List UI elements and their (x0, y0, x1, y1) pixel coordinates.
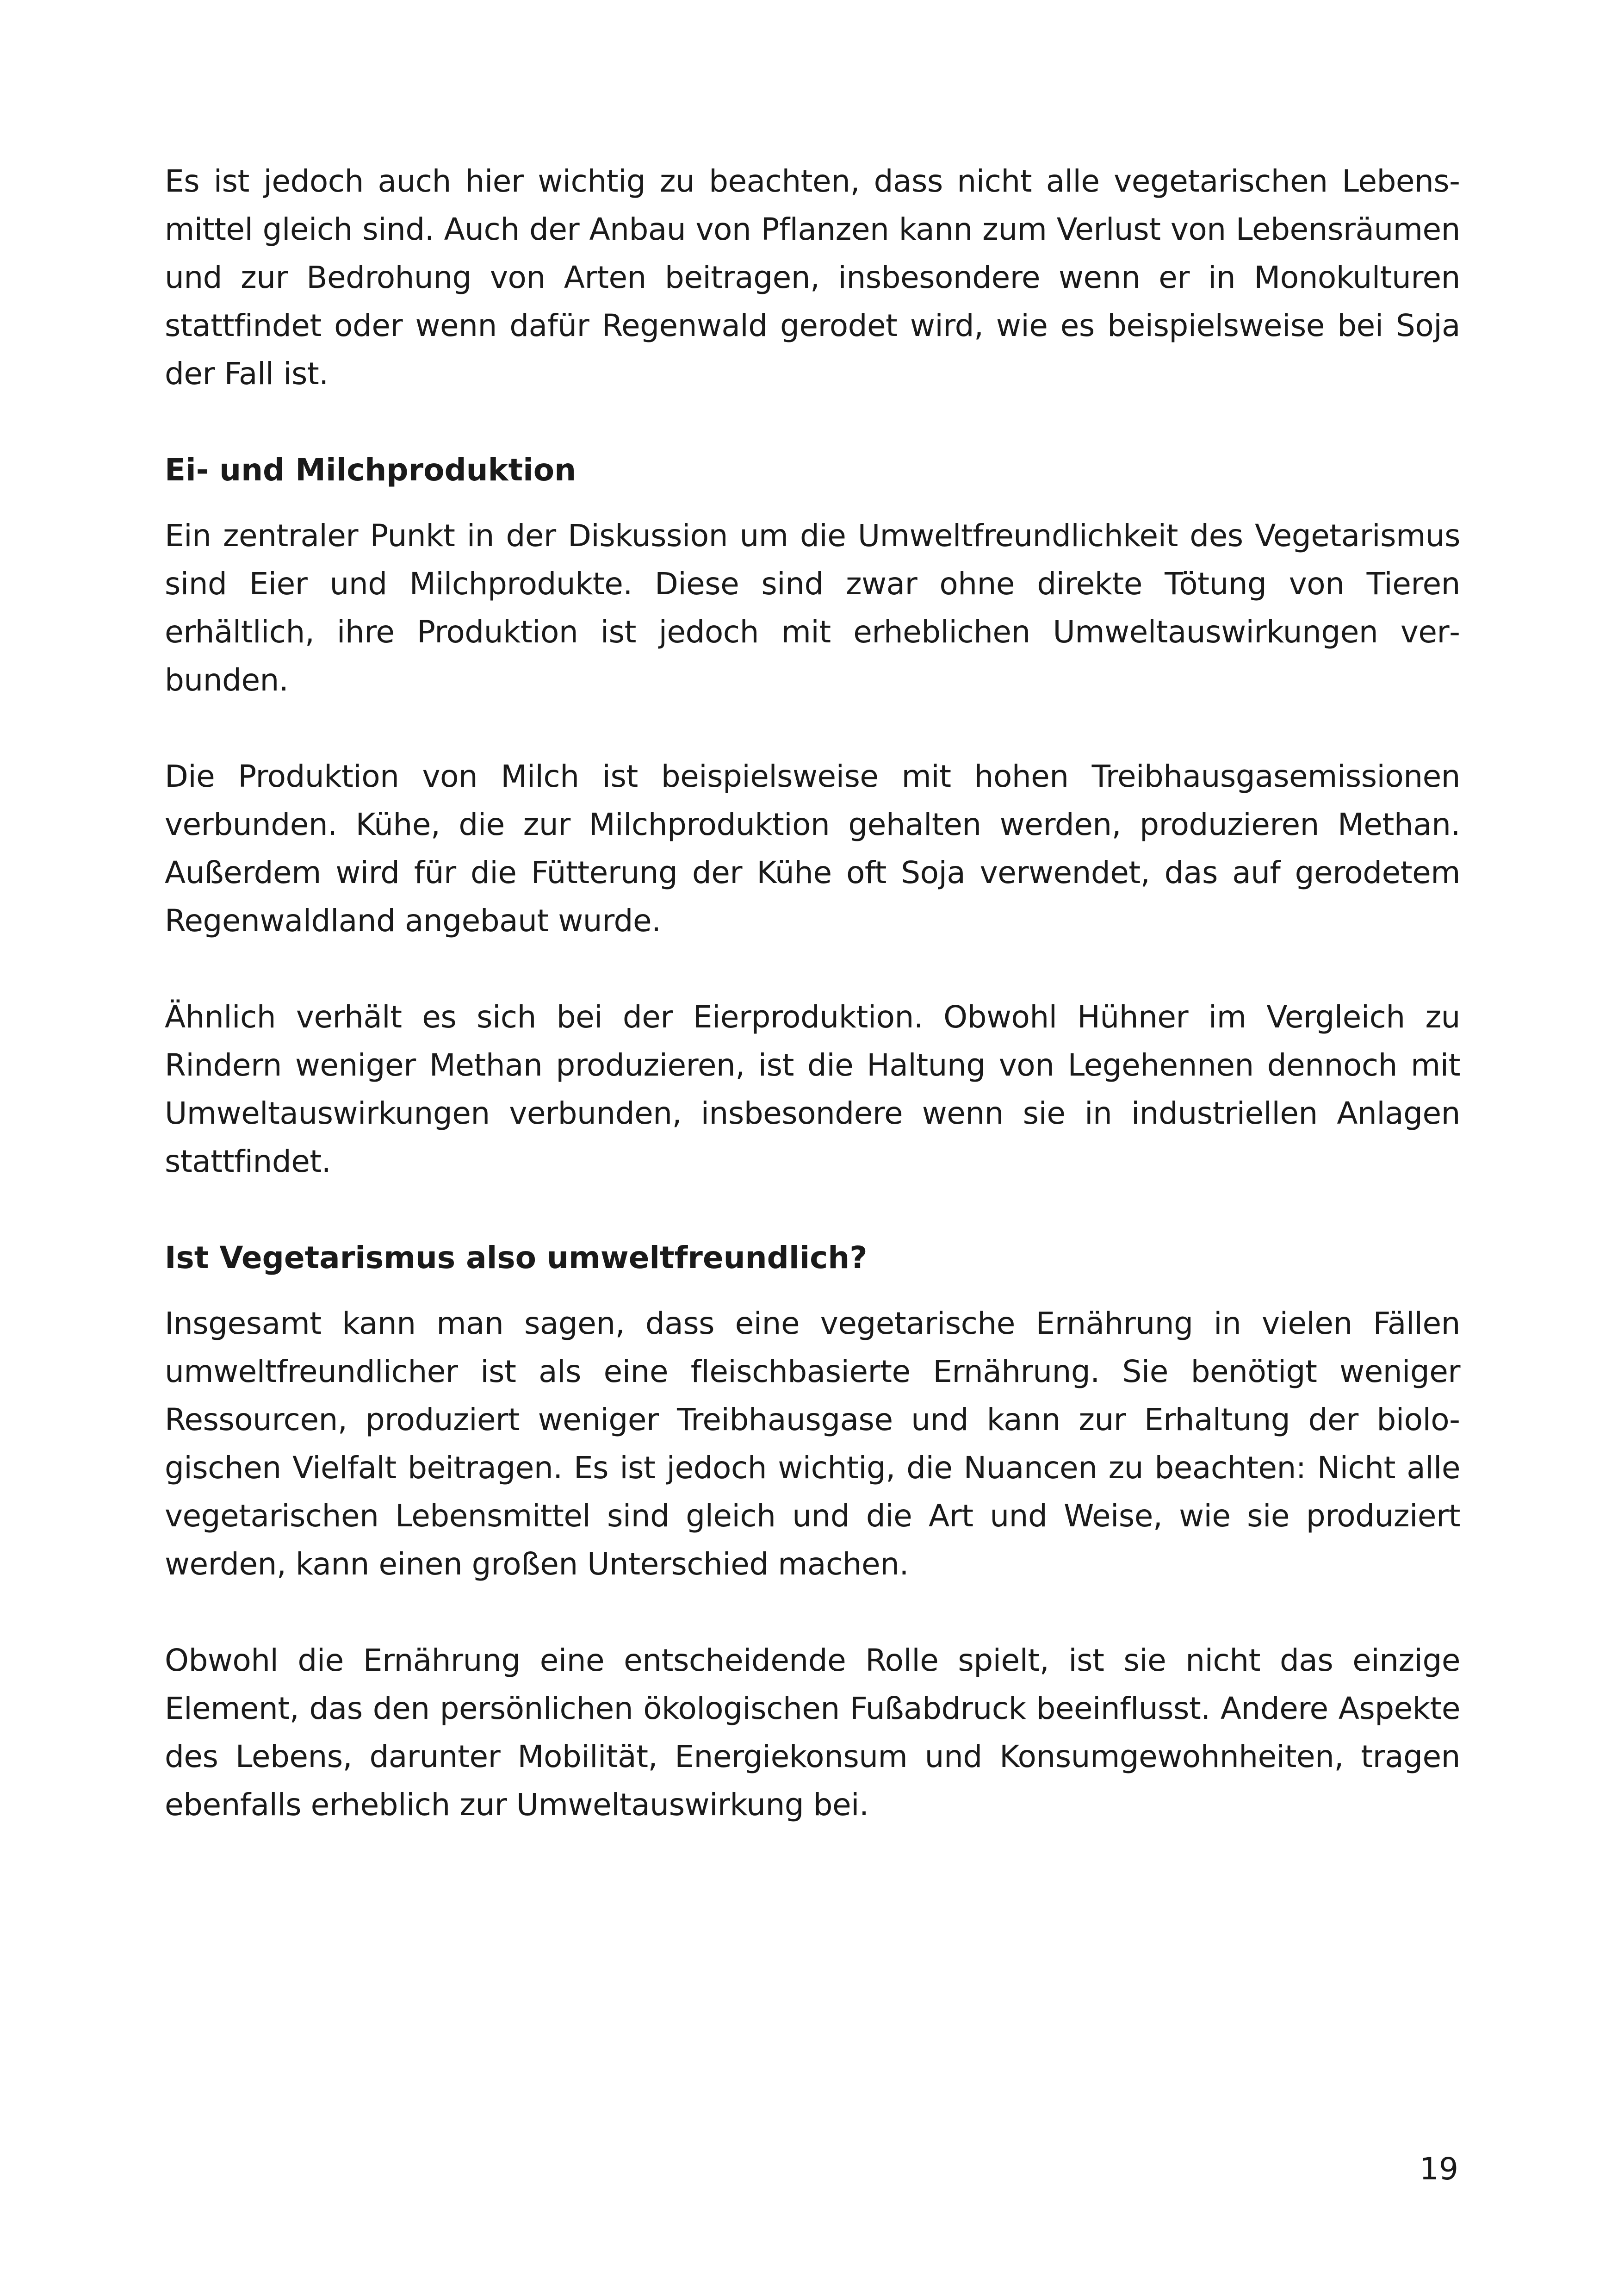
paragraph-milk-production: Die Produktion von Milch ist beispielsweise mit hohen Treibhausgasemissionen verbunden. Kühe, die zur Milchproduktion gehalten werden, produzieren Methan. Außerdem wird für die Fütterung der Kühe oft Soja verwendet, das auf gerodetem Regenwaldland angebaut wurde. (165, 759, 1460, 939)
heading-egg-and-milk-production: Ei- und Milchproduktion (165, 452, 577, 488)
paragraph-conclusion-summary: Insgesamt kann man sagen, dass eine vegetarische Ernährung in vielen Fällen umweltfreundlicher ist als eine fleischbasierte Ernährung. Sie benötigt weniger Ressourcen, produziert weniger Treibhausgase und kann zur Erhaltung der biologischen Vielfalt beitragen. Es ist jedoch wichtig, die Nuancen zu beachten: Nicht alle vegetarischen Lebensmittel sind gleich und die Art und Weise, wie sie produziert werden, kann einen großen Unterschied machen. (165, 1306, 1460, 1582)
paragraph-intro: Es ist jedoch auch hier wichtig zu beachten, dass nicht alle vegetarischen Lebensmittel gleich sind. Auch der Anbau von Pflanzen kann zum Verlust von Lebensräumen und zur Bedrohung von Arten beitragen, insbesondere wenn er in Monokulturen stattfindet oder wenn dafür Regenwald gerodet wird, wie es beispielsweise bei Soja der Fall ist. (165, 163, 1460, 392)
paragraph-egg-production: Ähnlich verhält es sich bei der Eierproduktion. Obwohl Hühner im Vergleich zu Rindern weniger Methan produzieren, ist die Haltung von Legehennen dennoch mit Umweltauswirkungen verbunden, insbesondere wenn sie in industriellen Anlagen stattfindet. (165, 999, 1460, 1179)
page-number: 19 (1420, 2151, 1458, 2187)
page-content (165, 157, 1460, 1877)
heading-is-vegetarianism-eco-friendly: Ist Vegetarismus also umweltfreundlich? (165, 1240, 868, 1276)
paragraph-conclusion-other-factors: Obwohl die Ernährung eine entscheidende Rolle spielt, ist sie nicht das einzige Element, das den persönlichen ökologischen Fußabdruck beeinflusst. Andere Aspekte des Lebens, darunter Mobilität, Energiekonsum und Konsumgewohnheiten, tragen ebenfalls erheblich zur Umweltauswirkung bei. (165, 1643, 1460, 1823)
paragraph-dairy-overview: Ein zentraler Punkt in der Diskussion um die Umweltfreundlichkeit des Vegetarismus sind Eier und Milchprodukte. Diese sind zwar ohne direkte Tötung von Tieren erhältlich, ihre Produktion ist jedoch mit erheblichen Umweltauswirkungen verbunden. (165, 518, 1460, 698)
